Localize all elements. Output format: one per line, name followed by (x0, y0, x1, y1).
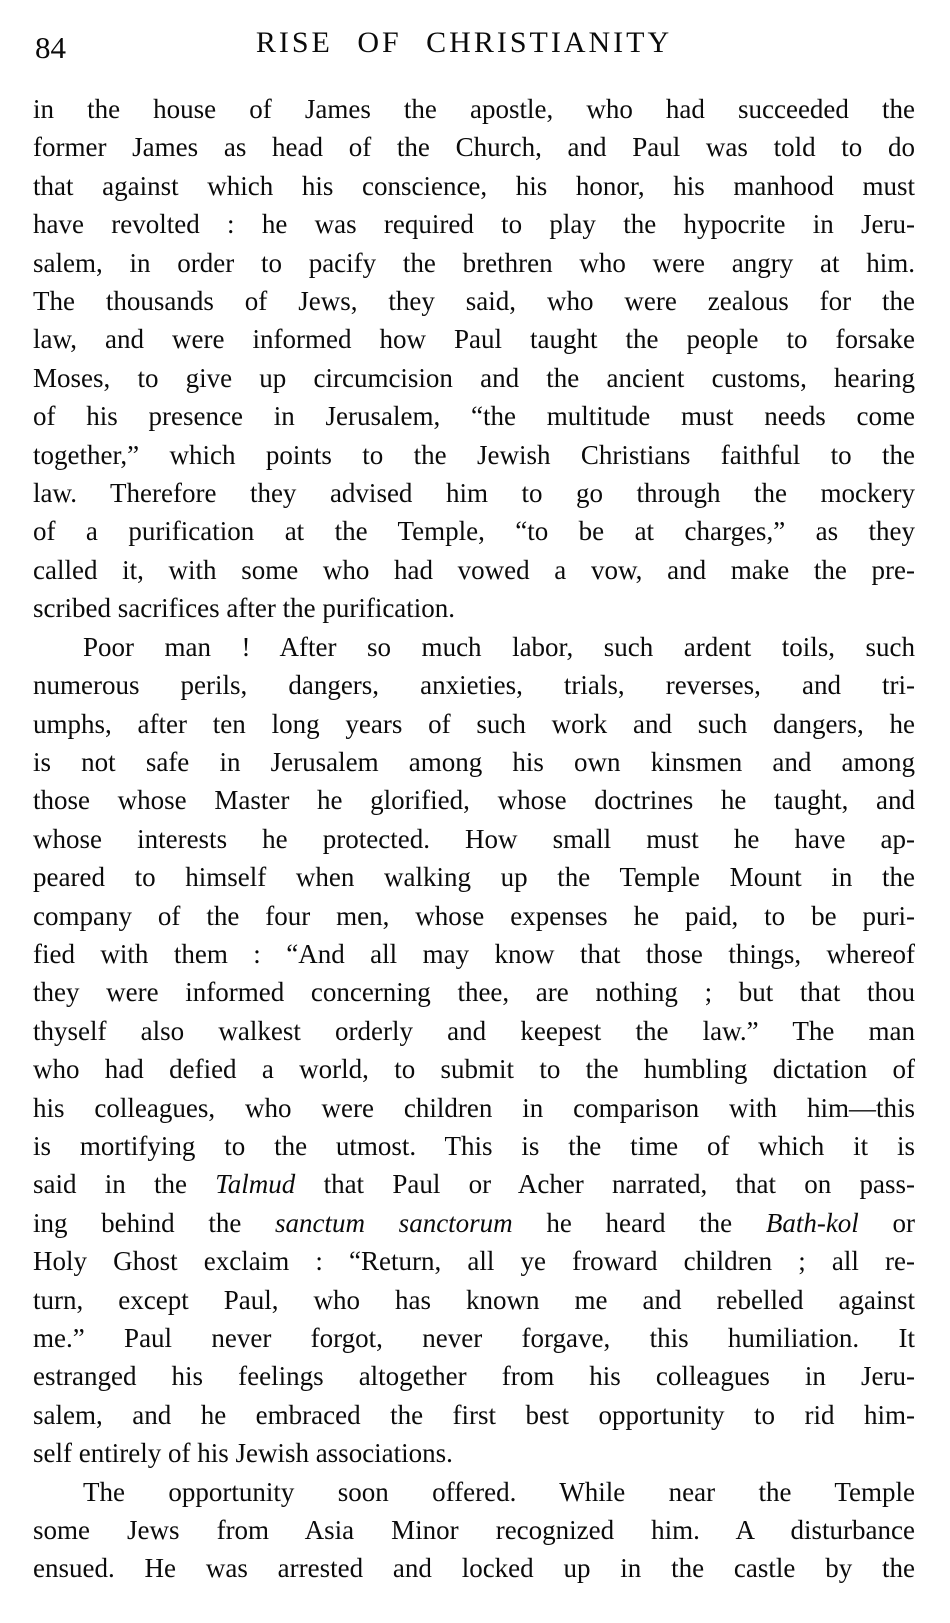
text-line: his colleagues, who were children in comparison with him—this (33, 1092, 915, 1123)
text-line: Moses, to give up circumcision and the ancient customs, hearing (33, 362, 915, 393)
text-line: former James as head of the Church, and Paul was told to do (33, 132, 915, 163)
text-line: The thousands of Jews, they said, who were zealous for the (33, 286, 915, 317)
running-header (33, 24, 915, 72)
text-line: is not safe in Jerusalem among his own kinsmen and among (33, 746, 915, 777)
running-header-title: RISE OF CHRISTIANITY (255, 26, 673, 59)
text-line: me.” Paul never forgot, never forgave, this humiliation. It (33, 1323, 915, 1353)
text-line: of his presence in Jerusalem, “the multitude must needs come (33, 401, 915, 432)
text-segment: that Paul or Acher narrated, that on pass- (295, 1169, 916, 1200)
italic-term: sanctum sanctorum (275, 1207, 513, 1238)
text-line: estranged his feelings altogether from his colleagues in Jeru- (33, 1361, 915, 1392)
text-line: The opportunity soon offered. While near the Temple (83, 1476, 915, 1507)
text-line: company of the four men, whose expenses he paid, to be puri- (33, 900, 915, 931)
text-line: thyself also walkest orderly and keepest the law.” The man (33, 1015, 915, 1046)
text-line: have revolted : he was required to play the hypocrite in Jeru- (33, 209, 915, 240)
text-line: fied with them : “And all may know that those things, whereof (33, 938, 915, 969)
text-segment: ing behind the (33, 1207, 276, 1238)
text-line: whose interests he protected. How small must he have ap- (33, 823, 915, 854)
text-line: called it, with some who had vowed a vow, and make the pre- (33, 554, 915, 585)
text-line: scribed sacrifices after the purification. (33, 593, 456, 624)
text-line: law, and were informed how Paul taught the people to forsake (33, 324, 915, 355)
text-line: umphs, after ten long years of such work and such dangers, he (33, 708, 915, 739)
text-line: of a purification at the Temple, “to be at charges,” as they (33, 516, 915, 547)
text-line: salem, and he embraced the first best opportunity to rid him- (33, 1399, 915, 1430)
text-segment: or (858, 1207, 915, 1238)
text-body (33, 90, 915, 1588)
text-line (33, 1165, 915, 1203)
text-line: they were informed concerning thee, are nothing ; but that thou (33, 977, 915, 1008)
italic-term: Talmud (215, 1169, 296, 1200)
text-segment: said in the (33, 1169, 216, 1200)
text-line: salem, in order to pacify the brethren who were angry at him. (33, 247, 915, 278)
text-line: numerous perils, dangers, anxieties, trials, reverses, and tri- (33, 670, 915, 701)
italic-term: Bath-kol (765, 1207, 859, 1238)
text-line: self entirely of his Jewish associations. (33, 1438, 453, 1469)
text-line: is mortifying to the utmost. This is the time of which it is (33, 1130, 915, 1161)
paragraph-1 (33, 90, 915, 628)
text-line: Poor man ! After so much labor, such ardent toils, such (83, 631, 915, 662)
text-line: ensued. He was arrested and locked up in the castle by the (33, 1553, 915, 1584)
text-line: turn, except Paul, who has known me and rebelled against (33, 1284, 915, 1315)
text-line: in the house of James the apostle, who had succeeded the (33, 94, 915, 124)
text-line: those whose Master he glorified, whose doctrines he taught, and (33, 785, 915, 816)
text-line: law. Therefore they advised him to go through the mockery (33, 478, 915, 509)
text-line: that against which his conscience, his honor, his manhood must (33, 170, 915, 201)
text-line: Holy Ghost exclaim : “Return, all ye froward children ; all re- (33, 1246, 915, 1277)
page-number: 84 (35, 30, 66, 65)
paragraph-3 (33, 1473, 915, 1588)
text-segment: he heard the (512, 1207, 766, 1238)
text-line (33, 1204, 915, 1242)
text-line: some Jews from Asia Minor recognized him. A disturbance (33, 1515, 915, 1546)
text-line: peared to himself when walking up the Temple Mount in the (33, 862, 915, 893)
paragraph-2 (33, 628, 915, 1473)
text-line: together,” which points to the Jewish Christians faithful to the (33, 439, 915, 470)
text-line: who had defied a world, to submit to the humbling dictation of (33, 1054, 915, 1085)
